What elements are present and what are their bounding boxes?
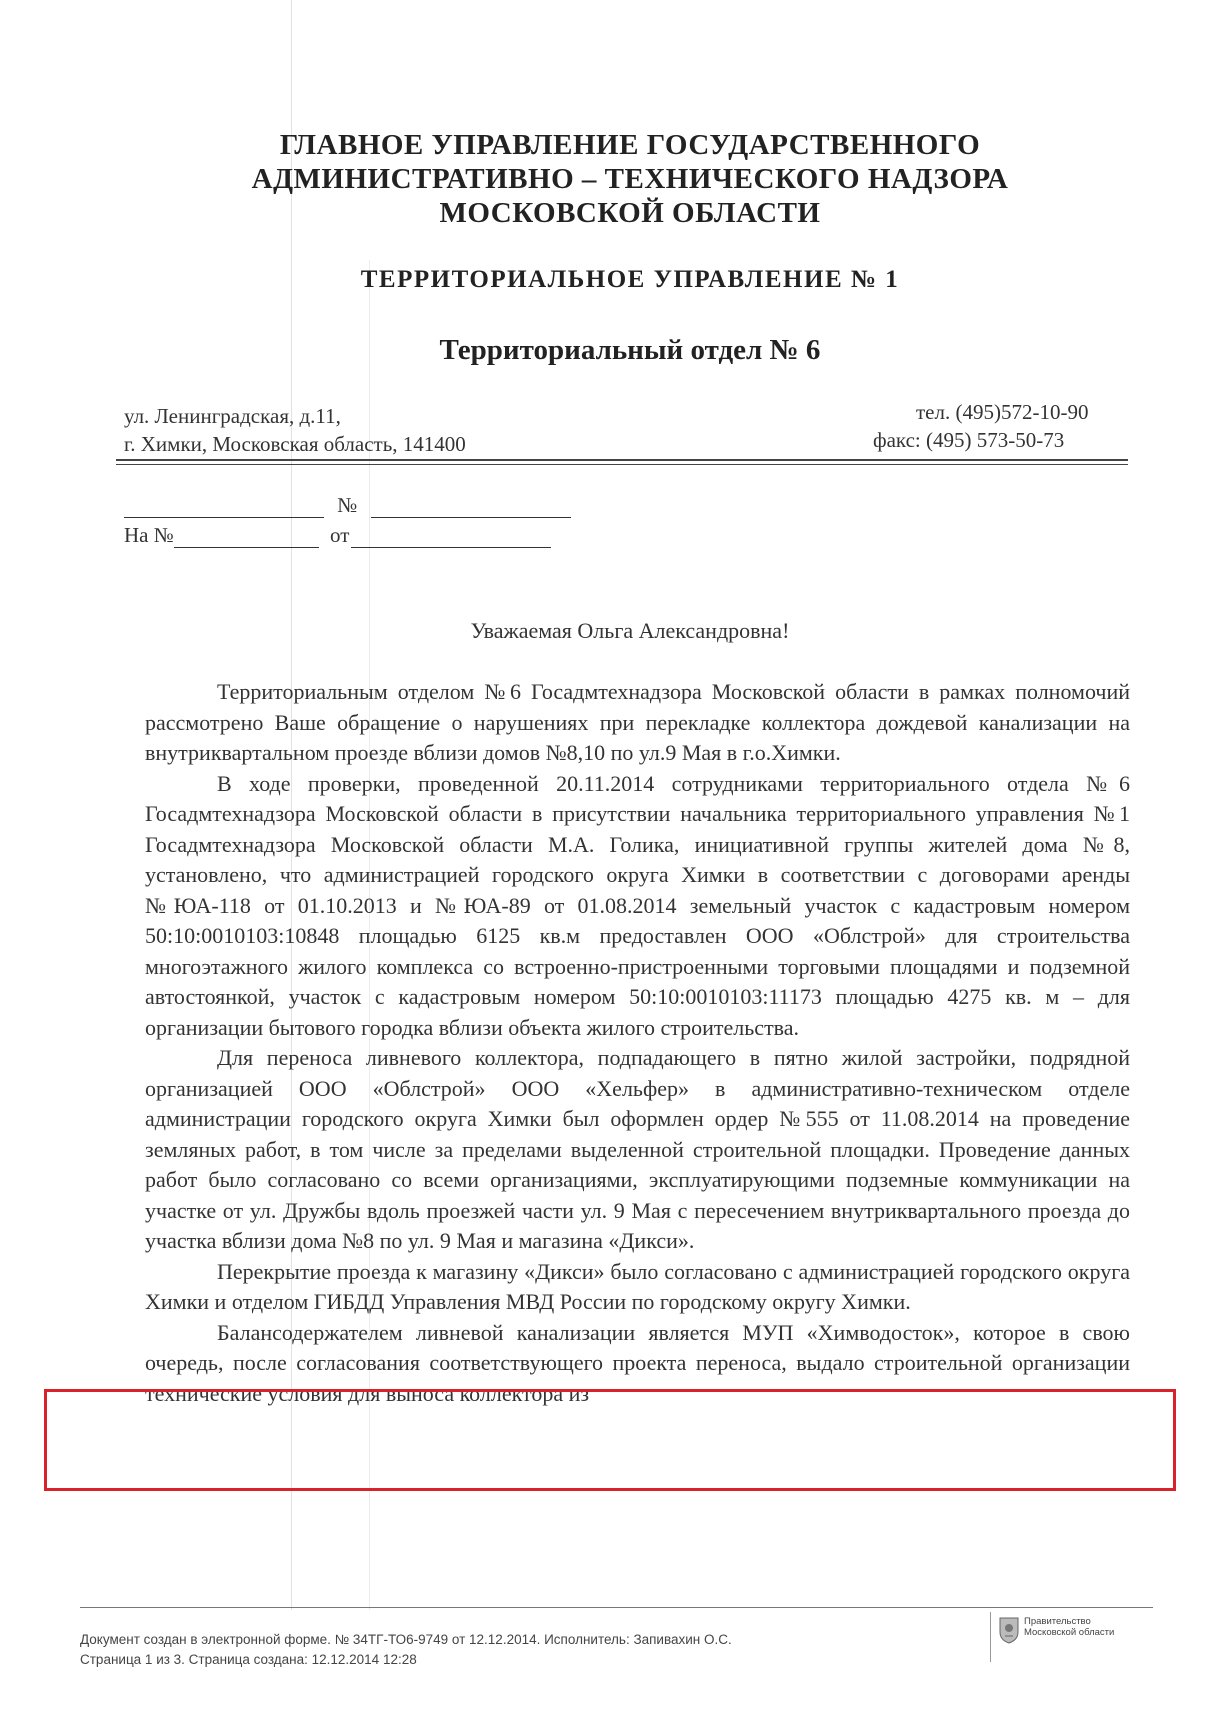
header-divider [116,459,1128,465]
paragraph-1: Территориальным отделом №6 Госадмтехнадзора Московской области в рамках полномочий рассмотрено Ваше обращение о нарушениях при перекладке коллектора дождевой канализации на внутриквартальном проезде вблизи домов №8,10 по ул.9 Мая в г.о.Химки. [145,679,1130,765]
subdivision-title: ТЕРРИТОРИАЛЬНОЕ УПРАВЛЕНИЕ № 1 [360,266,900,293]
paragraph-5: Балансодержателем ливневой канализации является МУП «Химводосток», которое в свою очередь, после согласования соответствующего проекта переноса, выдало строительной организации технические условия для выноса коллектора из [145,1319,1130,1406]
government-label-line-1: Правительство [1024,1616,1091,1627]
department-title: Территориальный отдел № 6 [439,334,821,366]
address-street: ул. Ленинградская, д.11, [124,404,341,428]
footer-document-info: Документ создан в электронной форме. № 34ТГ-ТО6-9749 от 12.12.2014. Исполнитель: Запивахин О.С. [80,1632,732,1647]
greeting: Уважаемая Ольга Александровна! [470,618,790,643]
from-label: от [330,523,350,547]
outgoing-number-blank [371,497,571,518]
government-label [1024,1616,1114,1638]
outgoing-date-blank [124,497,324,518]
government-label-line-2: Московской области [1024,1627,1115,1638]
highlight-annotation-box [44,1389,1176,1491]
letter-body [145,677,1130,1409]
paragraph-2: В ходе проверки, проведенной 20.11.2014 сотрудниками территориального отдела №6 Госадмтехнадзора Московской области в присутствии начальника территориального управления №1 Госадмтехнадзора Московской области М.А. Голика, инициативной группы жителей дома №8, установлено, что администрацией городского округа Химки в соответствии с договорами аренды №ЮА-118 от 01.10.2013 и №ЮА-89 от 01.08.2014 земельный участок с кадастровым номером 50:10:0010103:10848 площадью 6125 кв.м предоставлен ООО «Облстрой» для строительства многоэтажного жилого комплекса со встроенно-пристроенными торговыми площадями и подземной автостоянкой, участок с кадастровым номером 50:10:0010103:11173 площадью 4275 кв. м – для организации бытового городка вблизи объекта жилого строительства. [145,770,1130,1040]
number-label: № [337,493,358,517]
footer-page-info: Страница 1 из 3. Страница создана: 12.12.2014 12:28 [80,1652,417,1667]
footer-vertical-divider [990,1612,991,1662]
address-phone: тел. (495)572-10-90 [916,400,1089,424]
paragraph-4: Перекрытие проезда к магазину «Дикси» было согласовано с администрацией городского округа Химки и отделом ГИБДД Управления МВД России по городскому округу Химки. [145,1258,1130,1314]
address-fax: факс: (495) 573-50-73 [873,428,1065,452]
reply-to-row [124,523,551,548]
outgoing-number-row [124,493,571,518]
paragraph-3: Для переноса ливневого коллектора, подпадающего в пятно жилой застройки, подрядной организацией ООО «Облстрой» ООО «Хельфер» в административно-техническом отделе администрации городского округа Химки был оформлен ордер №555 от 11.08.2014 на проведение земляных работ, в том числе за пределами выделенной строительной площадки. Проведение данных работ было согласовано со всеми организациями, эксплуатирующими подземные коммуникации на участке от ул. Дружбы вдоль проезжей части ул. 9 Мая с пересечением внутриквартального проезда до участка вблизи дома №8 по ул. 9 Мая и магазина «Дикси». [145,1045,1130,1253]
reply-number-label: На № [124,523,174,547]
org-title-line-2: АДМИНИСТРАТИВНО – ТЕХНИЧЕСКОГО НАДЗОРА [251,163,1009,195]
address-city: г. Химки, Московская область, 141400 [124,432,466,456]
org-title-line-3: МОСКОВСКОЙ ОБЛАСТИ [439,197,821,229]
reply-date-blank [351,527,551,548]
coat-of-arms-icon [998,1616,1020,1644]
reply-number-blank [174,527,319,548]
org-title-line-1: ГЛАВНОЕ УПРАВЛЕНИЕ ГОСУДАРСТВЕННОГО [279,129,981,161]
footer-divider [80,1607,1153,1608]
